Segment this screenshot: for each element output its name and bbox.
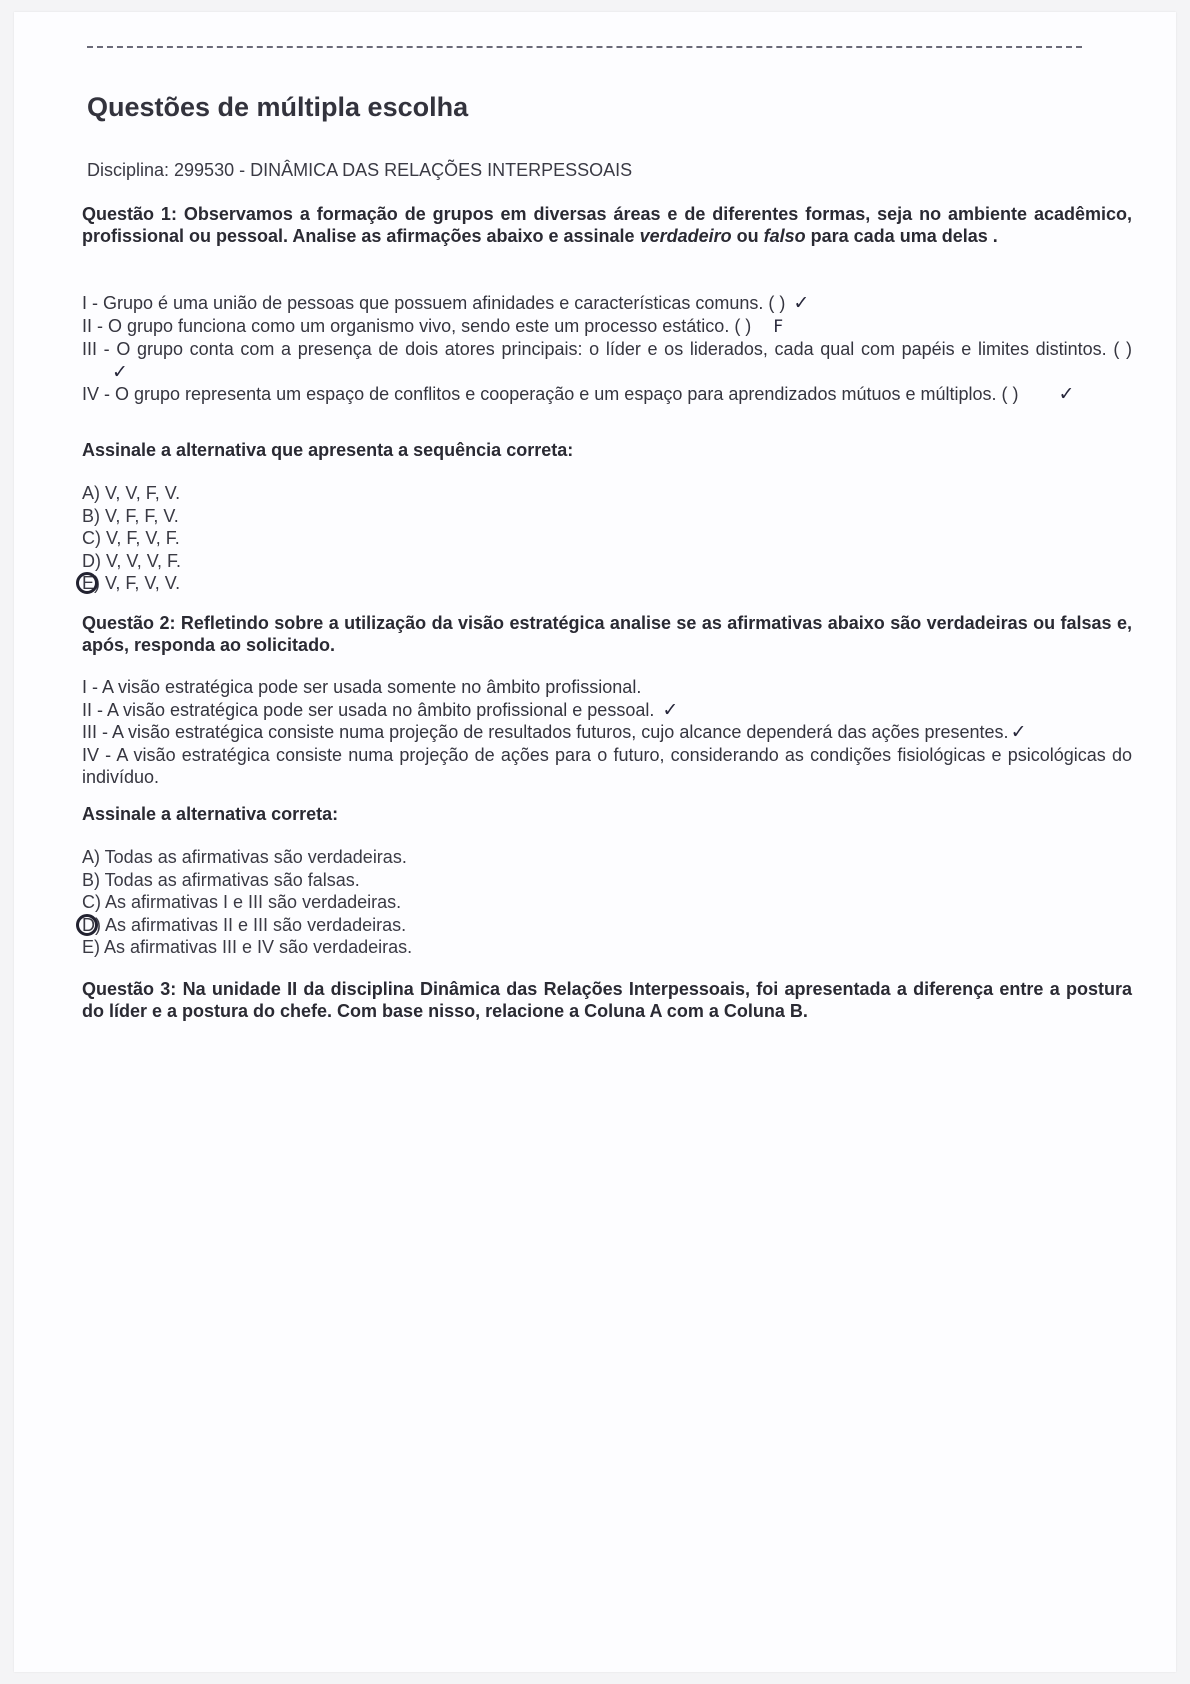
question-2-options <box>82 846 1132 959</box>
q2-option-c[interactable]: C) As afirmativas I e III são verdadeiras. <box>82 892 402 912</box>
page-title: Questões de múltipla escolha <box>87 92 469 122</box>
q1-statement-1: I - Grupo é uma união de pessoas que possuem afinidades e características comuns. ( ) ✓ <box>82 292 810 314</box>
word-falso: falso <box>763 226 806 246</box>
question-1-options-block <box>82 482 1132 595</box>
q1-option-e[interactable]: E) V, F, V, V. <box>82 572 1132 595</box>
question-2 <box>82 612 1132 656</box>
discipline-line: Disciplina: 299530 - DINÂMICA DAS RELAÇÕES INTERPESSOAIS <box>87 160 633 180</box>
handwritten-check-mark: ✓ <box>1010 721 1027 743</box>
q1-option-c[interactable]: C) V, F, V, F. <box>82 528 180 548</box>
handwritten-circle-icon <box>76 914 98 936</box>
question-1-prompt: Assinale a alternativa que apresenta a sequência correta: <box>82 440 574 460</box>
q1-option-a[interactable]: A) V, V, F, V. <box>82 483 181 503</box>
question-1-prompt-block <box>82 440 1132 461</box>
handwritten-check-mark: ✓ <box>662 698 679 721</box>
q2-option-e[interactable]: E) As afirmativas III e IV são verdadeiras. <box>82 937 413 957</box>
q1-statement-4: IV - O grupo representa um espaço de conflitos e cooperação e um espaço para aprendizados mútuos e múltiplos. ( ) ✓ <box>82 383 1075 405</box>
question-2-statements <box>82 676 1132 789</box>
q2-statement-3: III - A visão estratégica consiste numa projeção de resultados futuros, cujo alcance dependerá das ações presentes. ✓ <box>82 721 1027 743</box>
q2-option-a[interactable]: A) Todas as afirmativas são verdadeiras. <box>82 847 407 867</box>
question-3 <box>82 978 1132 1022</box>
question-2-prompt-block <box>82 804 1132 825</box>
question-1 <box>82 203 1132 247</box>
question-2-options-block <box>82 846 1132 959</box>
question-1-options <box>82 482 1132 595</box>
handwritten-circle-icon <box>76 572 98 594</box>
q2-statement-1: I - A visão estratégica pode ser usada somente no âmbito profissional. <box>82 677 642 697</box>
question-1-title: Questão 1: Observamos a formação de grupos em diversas áreas e de diferentes formas, seja no ambiente acadêmico, profissional ou pessoal. Analise as afirmações abaixo e assinale verdadeiro ou falso para cada uma delas . <box>82 204 1132 246</box>
q1-statement-2: II - O grupo funciona como um organismo vivo, sendo este um processo estático. ( ) F <box>82 315 784 337</box>
question-2-title: Questão 2: Refletindo sobre a utilização da visão estratégica analise se as afirmativas abaixo são verdadeiras ou falsas e, após, responda ao solicitado. <box>82 613 1132 655</box>
q2-statement-4: IV - A visão estratégica consiste numa projeção de ações para o futuro, considerando as condições fisiológicas e psicológicas do indivíduo. <box>82 744 1132 787</box>
q2-option-d[interactable]: D) As afirmativas II e III são verdadeiras. <box>82 914 1132 937</box>
q1-option-b[interactable]: B) V, F, F, V. <box>82 505 179 526</box>
handwritten-f-mark: F <box>773 316 784 337</box>
handwritten-check-mark: ✓ <box>112 360 128 383</box>
q1-option-d[interactable]: D) V, V, V, F. <box>82 550 182 571</box>
scanned-page <box>14 12 1176 1672</box>
q2-statement-2: II - A visão estratégica pode ser usada no âmbito profissional e pessoal. ✓ <box>82 698 679 721</box>
question-3-title: Questão 3: Na unidade II da disciplina Dinâmica das Relações Interpessoais, foi apresentada a diferença entre a postura do líder e a postura do chefe. Com base nisso, relacione a Coluna A com a Coluna B. <box>82 979 1132 1021</box>
word-verdadeiro: verdadeiro <box>639 226 732 246</box>
handwritten-check-mark: ✓ <box>1058 383 1075 405</box>
dashed-header-rule <box>87 46 1082 48</box>
handwritten-check-mark: ✓ <box>793 292 810 314</box>
question-2-prompt: Assinale a alternativa correta: <box>82 804 339 824</box>
question-1-statements <box>82 292 1132 406</box>
q2-option-b[interactable]: B) Todas as afirmativas são falsas. <box>82 869 360 890</box>
q1-statement-3: III - O grupo conta com a presença de dois atores principais: o líder e os liderados, cada qual com papéis e limites distintos. ( )✓ <box>82 339 1132 383</box>
